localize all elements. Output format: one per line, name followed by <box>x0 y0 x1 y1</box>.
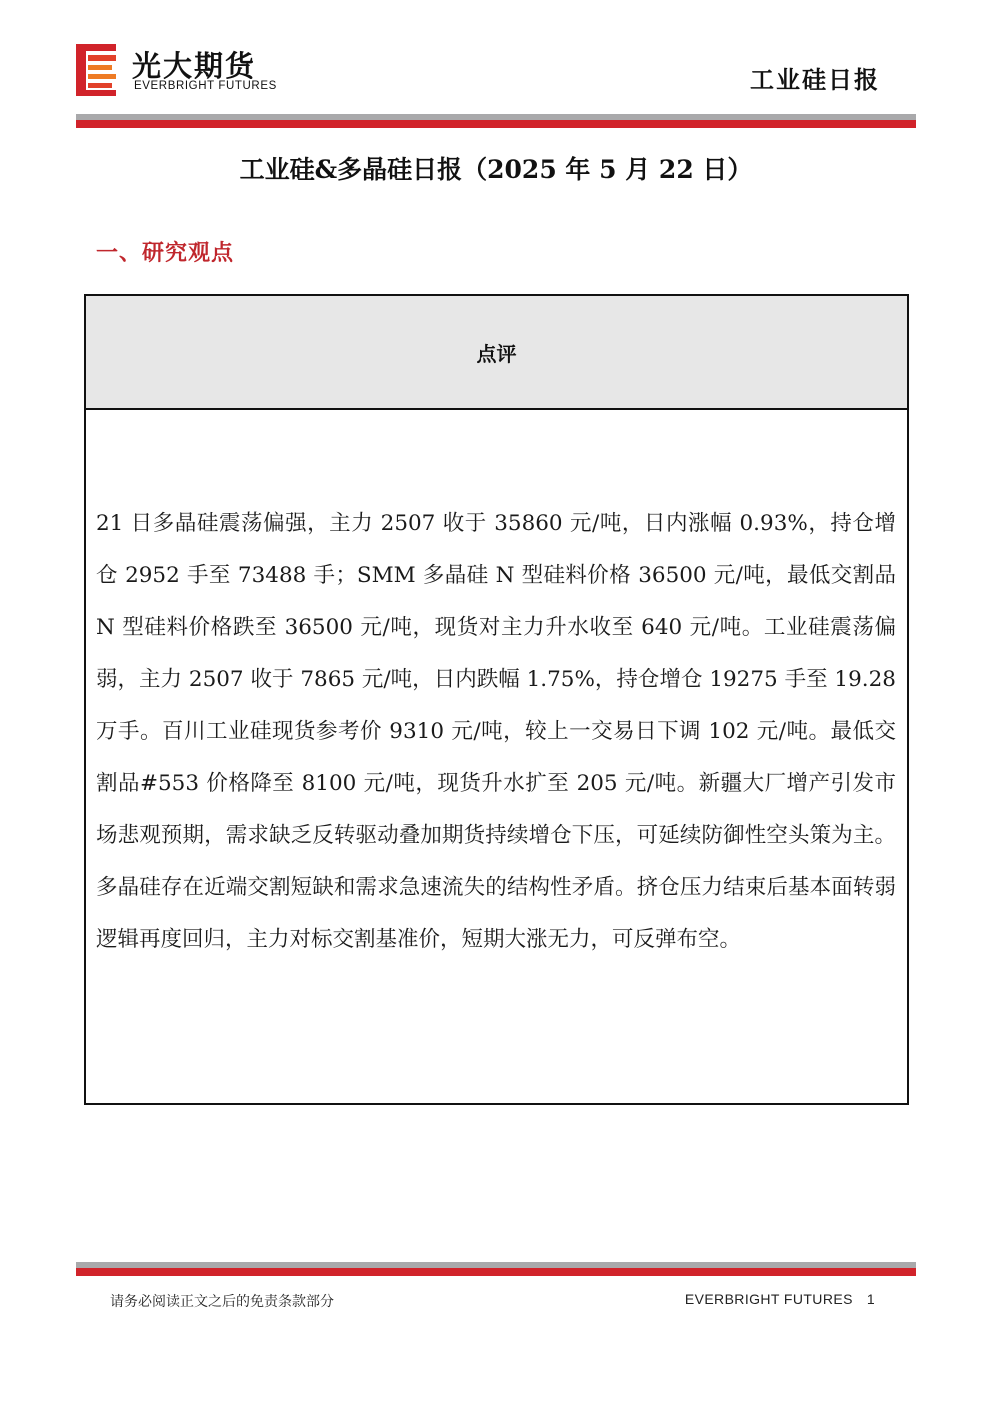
review-header-label: 点评 <box>476 341 517 366</box>
header-rule-red <box>76 120 916 128</box>
footer-brand <box>685 1291 875 1307</box>
everbright-logo-icon <box>76 44 118 96</box>
brand-name-cn: 光大期货 <box>132 49 257 83</box>
review-table <box>84 294 909 1105</box>
footer-brand-name: EVERBRIGHT FUTURES <box>684 1291 853 1307</box>
doc-type-title: 工业硅日报 <box>750 66 880 94</box>
section-heading-research-view: 一、研究观点 <box>96 240 235 266</box>
review-body-text: 21 日多晶硅震荡偏强，主力 2507 收于 35860 元/吨，日内涨幅 0.93%，持仓增仓 2952 手至 73488 手；SMM 多晶硅 N 型硅料价格 36500 元/吨，最低交割品 N 型硅料价格跌至 36500 元/吨，现货对主力升水收至 640 元/吨。工业硅震荡偏弱，主力 2507 收于 7865 元/吨，日内跌幅 1.75%，持仓增仓 19275 手至 19.28 万手。百川工业硅现货参考价 9310 元/吨，较上一交易日下调 102 元/吨。最低交割品#553 价格降至 8100 元/吨，现货升水扩至 205 元/吨。新疆大厂增产引发市场悲观预期，需求缺乏反转驱动叠加期货持续增仓下压，可延续防御性空头策为主。多晶硅存在近端交割短缺和需求急速流失的结构性矛盾。挤仓压力结束后基本面转弱逻辑再度回归，主力对标交割基准价，短期大涨无力，可反弹布空。 <box>96 511 896 952</box>
footer-rule-red <box>76 1268 916 1276</box>
report-title: 工业硅&多晶硅日报（2025 年 5 月 22 日） <box>239 155 753 184</box>
footer-disclaimer: 请务必阅读正文之后的免责条款部分 <box>110 1294 334 1310</box>
brand-name-en: EVERBRIGHT FUTURES <box>134 80 277 92</box>
review-table-header <box>86 296 907 410</box>
page-number: 1 <box>866 1291 875 1307</box>
brand-logo <box>76 42 286 98</box>
